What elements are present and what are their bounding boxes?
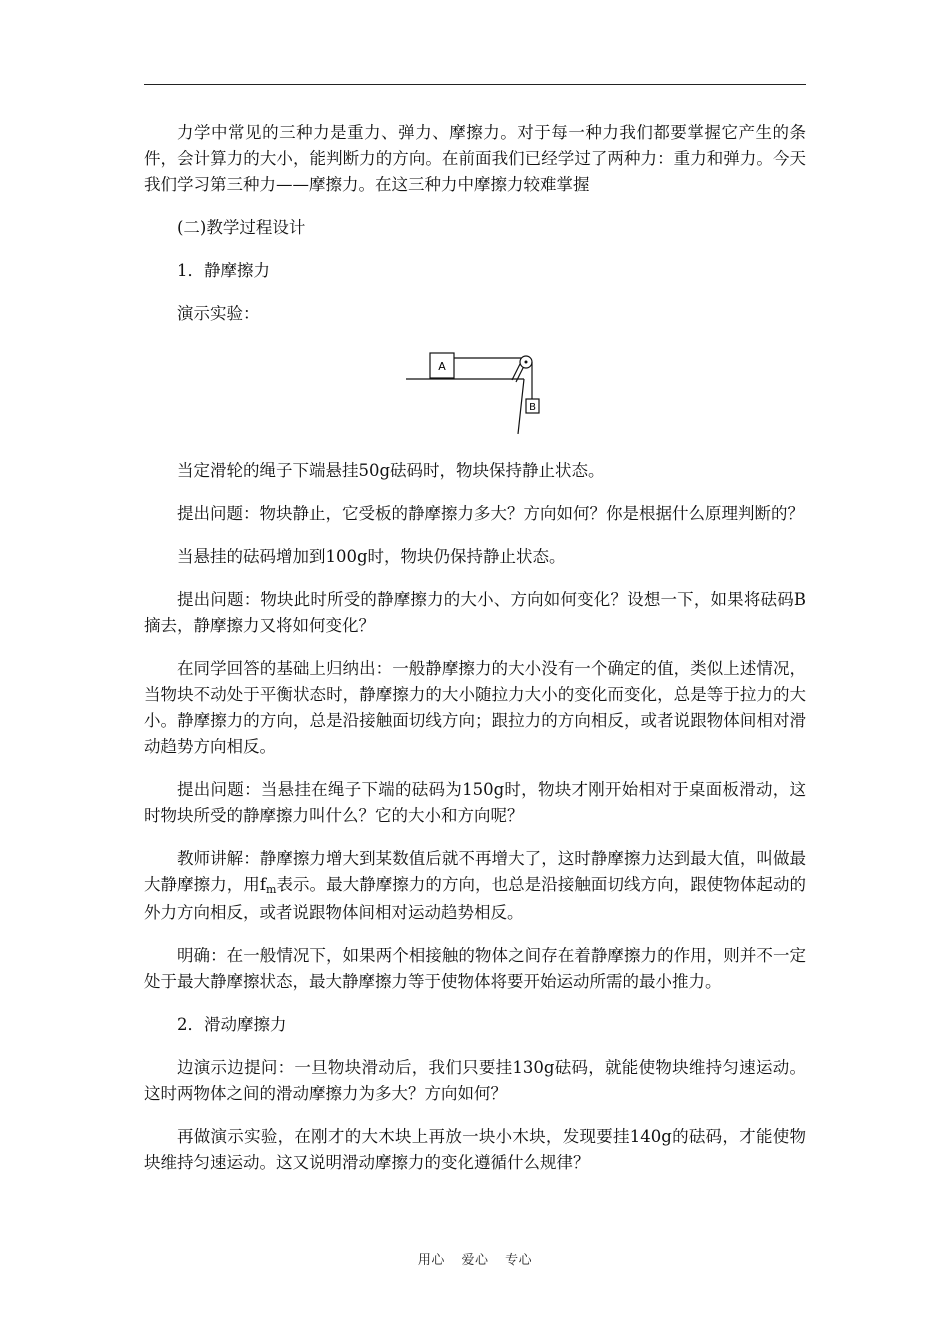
document-body: [144, 120, 806, 1193]
explanation-before: 教师讲解：静摩擦力增大到某数值后就不再增大了，这时静摩擦力达到最大值，叫做最大静摩擦力，用: [144, 849, 806, 894]
block-b-label: B: [529, 402, 536, 413]
demo-label: 演示实验：: [177, 304, 260, 323]
subheading-static-friction: 1．静摩擦力: [177, 261, 270, 280]
explanation-after: 表示。最大静摩擦力的方向，也总是沿接触面切线方向，跟使物体起动的外力方向相反，或者说跟物体间相对运动趋势相反。: [144, 875, 807, 922]
paragraph-130g: 边演示边提问：一旦物块滑动后，我们只要挂130g砝码，就能使物块维持匀速运动。这时两物体之间的滑动摩擦力为多大？方向如何？: [144, 1058, 806, 1103]
page-footer: [0, 1249, 950, 1268]
footer-item-2: 爱心: [461, 1253, 489, 1268]
paragraph-summary: 在同学回答的基础上归纳出：一般静摩擦力的大小没有一个确定的值，类似上述情况，当物块不动处于平衡状态时，静摩擦力的大小随拉力大小的变化而变化，总是等于拉力的大小。静摩擦力的方向，总是沿接触面切线方向；跟拉力的方向相反，或者说跟物体间相对滑动趋势方向相反。: [144, 659, 806, 756]
pulley-diagram: [406, 344, 586, 434]
pulley-axle: [525, 361, 528, 364]
section-heading: (二)教学过程设计: [177, 218, 306, 237]
intro-paragraph: 力学中常见的三种力是重力、弹力、摩擦力。对于每一种力我们都要掌握它产生的条件，会计算力的大小，能判断力的方向。在前面我们已经学过了两种力：重力和弹力。今天我们学习第三种力——摩擦力。在这三种力中摩擦力较难掌握: [144, 123, 806, 194]
footer-item-1: 用心: [417, 1253, 445, 1268]
paragraph-teacher-explanation: [144, 846, 806, 926]
fm-symbol: f: [259, 875, 266, 894]
paragraph-140g: 再做演示实验，在刚才的大木块上再放一块小木块，发现要挂140g的砝码，才能使物块维持匀速运动。这又说明滑动摩擦力的变化遵循什么规律？: [144, 1127, 806, 1172]
paragraph-question-1: 提出问题：物块静止，它受板的静摩擦力多大？方向如何？你是根据什么原理判断的？: [177, 504, 804, 523]
table-edge: [518, 379, 524, 434]
paragraph-100g: 当悬挂的砝码增加到100g时，物块仍保持静止状态。: [177, 547, 566, 566]
block-a-label: A: [438, 360, 446, 373]
pulley-figure: [144, 344, 806, 436]
fm-subscript: m: [265, 883, 277, 896]
subheading-sliding-friction: 2．滑动摩擦力: [177, 1015, 287, 1034]
paragraph-question-2: 提出问题：物块此时所受的静摩擦力的大小、方向如何变化？设想一下，如果将砝码B摘去，静摩擦力又将如何变化？: [144, 590, 806, 635]
paragraph-question-3: 提出问题：当悬挂在绳子下端的砝码为150g时，物块才刚开始相对于桌面板滑动，这时物块所受的静摩擦力叫什么？它的大小和方向呢？: [144, 780, 806, 825]
paragraph-clarify: 明确：在一般情况下，如果两个相接触的物体之间存在着静摩擦力的作用，则并不一定处于最大静摩擦状态，最大静摩擦力等于使物体将要开始运动所需的最小推力。: [144, 946, 806, 991]
header-rule: [144, 84, 806, 85]
paragraph-50g: 当定滑轮的绳子下端悬挂50g砝码时，物块保持静止状态。: [177, 461, 605, 480]
footer-item-3: 专心: [505, 1253, 533, 1268]
